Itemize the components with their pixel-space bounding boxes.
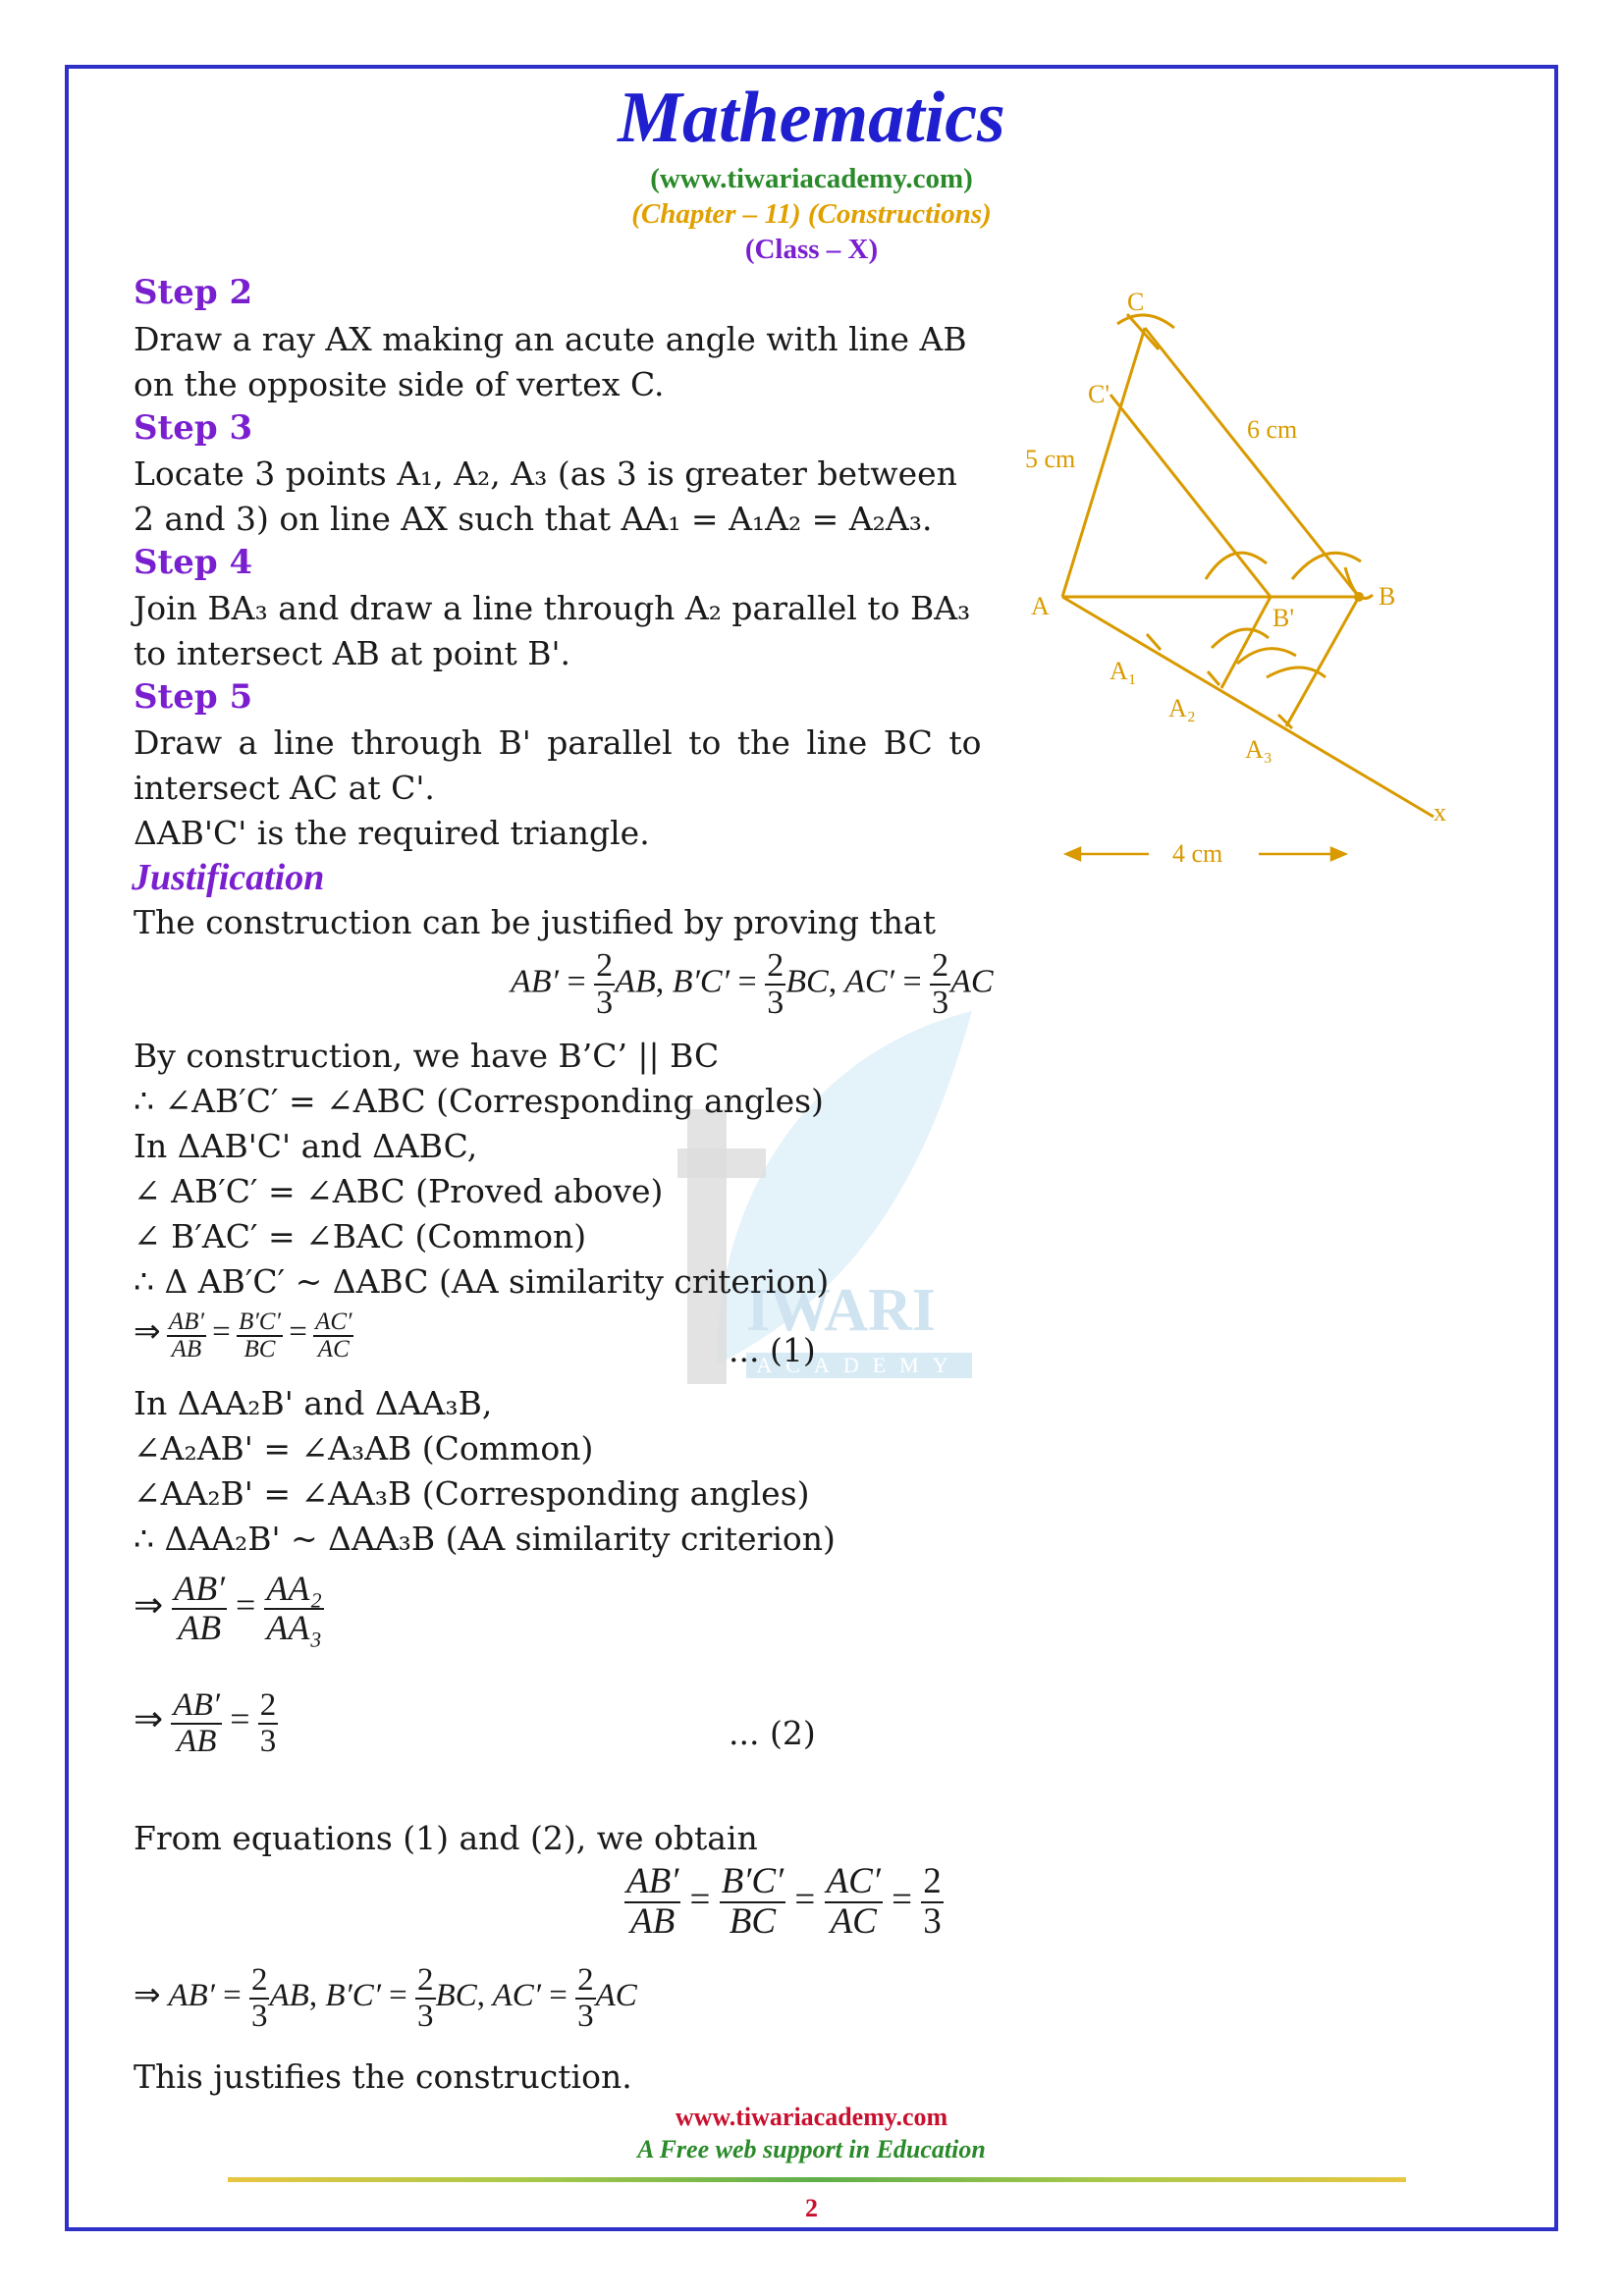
arc-angle-4 — [1237, 649, 1296, 664]
step-text: Join BA₃ and draw a line through A₂ parallel to BA₃ — [134, 589, 971, 627]
label-a: A — [1031, 592, 1050, 620]
justification-line: ∴ ∠AB′C′ = ∠ABC (Corresponding angles) — [134, 1082, 824, 1120]
justification-line: In ΔAA₂B' and ΔAA₃B, — [134, 1384, 493, 1422]
justification-line: By construction, we have B’C’ || BC — [134, 1037, 720, 1075]
step-text: to intersect AB at point B'. — [134, 634, 571, 672]
page-number: 2 — [805, 2194, 818, 2222]
label-b-prime: B' — [1272, 604, 1295, 632]
label-a3: A₃ — [1245, 735, 1272, 764]
equation-combined: $\frac{AB'}{AB}$ = $\frac{B'C'}{BC}$ = $\frac{AC'}{AC}$ = $\frac{2}{3}$ — [626, 1861, 942, 1942]
header-chapter: (Chapter – 11) (Constructions) — [631, 198, 992, 230]
step-text: on the opposite side of vertex C. — [134, 365, 665, 403]
arc-angle-5 — [1267, 667, 1325, 677]
step-text: Draw a line through B' parallel to the line BC to — [134, 723, 982, 762]
justification-intro: The construction can be justified by proving that — [134, 903, 936, 941]
equation-1-ref: ... (1) — [729, 1331, 816, 1369]
from-equations-text: From equations (1) and (2), we obtain — [134, 1819, 758, 1857]
footer-divider — [228, 2177, 1406, 2182]
conclusion-text: ΔAB'C' is the required triangle. — [134, 814, 650, 852]
header-class: (Class – X) — [744, 234, 879, 265]
label-a2: A₂ — [1168, 694, 1196, 722]
step-text: 2 and 3) on line AX such that AA₁ = A₁A₂ = A₂A₃. — [134, 500, 933, 538]
watermark-text: IWARI — [746, 1277, 936, 1344]
final-text: This justifies the construction. — [134, 2057, 632, 2096]
arc-c-2 — [1127, 314, 1159, 349]
watermark-subtext: ACADEMY — [746, 1353, 972, 1378]
step-text: intersect AC at C'. — [134, 769, 435, 807]
line-bc — [1145, 328, 1359, 597]
equation-ratios: AB′ = $\frac{2}{3}$ AB, B′C′ = $\frac{2}{3}$ BC, AC′ = $\frac{2}{3}$ AC — [511, 947, 994, 1021]
equation-1: ⇒ $\frac{AB'}{AB}$ = $\frac{B'C'}{BC}$ = $\frac{AC'}{AC}$ — [134, 1308, 352, 1363]
step-heading: Step 5 — [134, 677, 253, 717]
justification-line: ∠ AB′C′ = ∠ABC (Proved above) — [134, 1172, 664, 1210]
label-side-bc: 6 cm — [1247, 415, 1298, 444]
equation-aa-ratio: ⇒ $\frac{AB'}{AB}$ = $\frac{\text{AA₂}}{\text{AA₃}}$ — [134, 1569, 322, 1647]
footer-url[interactable]: www.tiwariacademy.com — [675, 2103, 948, 2131]
page-title: Mathematics — [618, 78, 1005, 158]
label-x: x — [1434, 798, 1446, 827]
step-text: Locate 3 points A₁, A₂, A₃ (as 3 is greater between — [134, 454, 957, 493]
footer-tagline: A Free web support in Education — [637, 2135, 986, 2163]
label-side-ab: 4 cm — [1172, 839, 1223, 868]
header-website: (www.tiwariacademy.com) — [650, 163, 973, 194]
step-heading: Step 4 — [134, 543, 253, 582]
label-a1: A₁ — [1109, 657, 1137, 685]
label-c: C — [1127, 288, 1145, 316]
arc-angle-3 — [1212, 629, 1269, 648]
line-ba3 — [1286, 597, 1359, 726]
justification-line: ∴ Δ AB′C′ ~ ΔABC (AA similarity criterion) — [134, 1262, 830, 1301]
step-heading: Step 2 — [134, 273, 253, 312]
justification-line: ∠A₂AB' = ∠A₃AB (Common) — [134, 1429, 594, 1468]
label-b: B — [1379, 582, 1396, 611]
arc-angle-1 — [1206, 553, 1267, 579]
step-heading: Step 3 — [134, 408, 253, 448]
justification-line: ∠AA₂B' = ∠AA₃B (Corresponding angles) — [134, 1474, 810, 1513]
justification-heading: Justification — [132, 857, 325, 898]
justification-line: In ΔAB'C' and ΔABC, — [134, 1127, 478, 1165]
equation-2-ref: ... (2) — [729, 1714, 816, 1752]
justification-line: ∠ B′AC′ = ∠BAC (Common) — [134, 1217, 587, 1255]
label-side-ac: 5 cm — [1025, 445, 1076, 473]
justification-line: ∴ ΔAA₂B' ~ ΔAA₃B (AA similarity criterion) — [134, 1520, 836, 1558]
equation-2: ⇒ $\frac{AB'}{AB}$ = $\frac{2}{3}$ — [134, 1687, 277, 1759]
construction-diagram — [1001, 285, 1473, 874]
step-text: Draw a ray AX making an acute angle with line AB — [134, 320, 967, 358]
line-a2b-prime — [1221, 597, 1271, 688]
equation-result: ⇒ AB′ = $\frac{2}{3}$ AB, B′C′ = $\frac{2}{3}$ BC, AC′ = $\frac{2}{3}$ AC — [134, 1962, 637, 2034]
label-c-prime: C' — [1088, 380, 1110, 408]
arc-c — [1117, 315, 1174, 328]
